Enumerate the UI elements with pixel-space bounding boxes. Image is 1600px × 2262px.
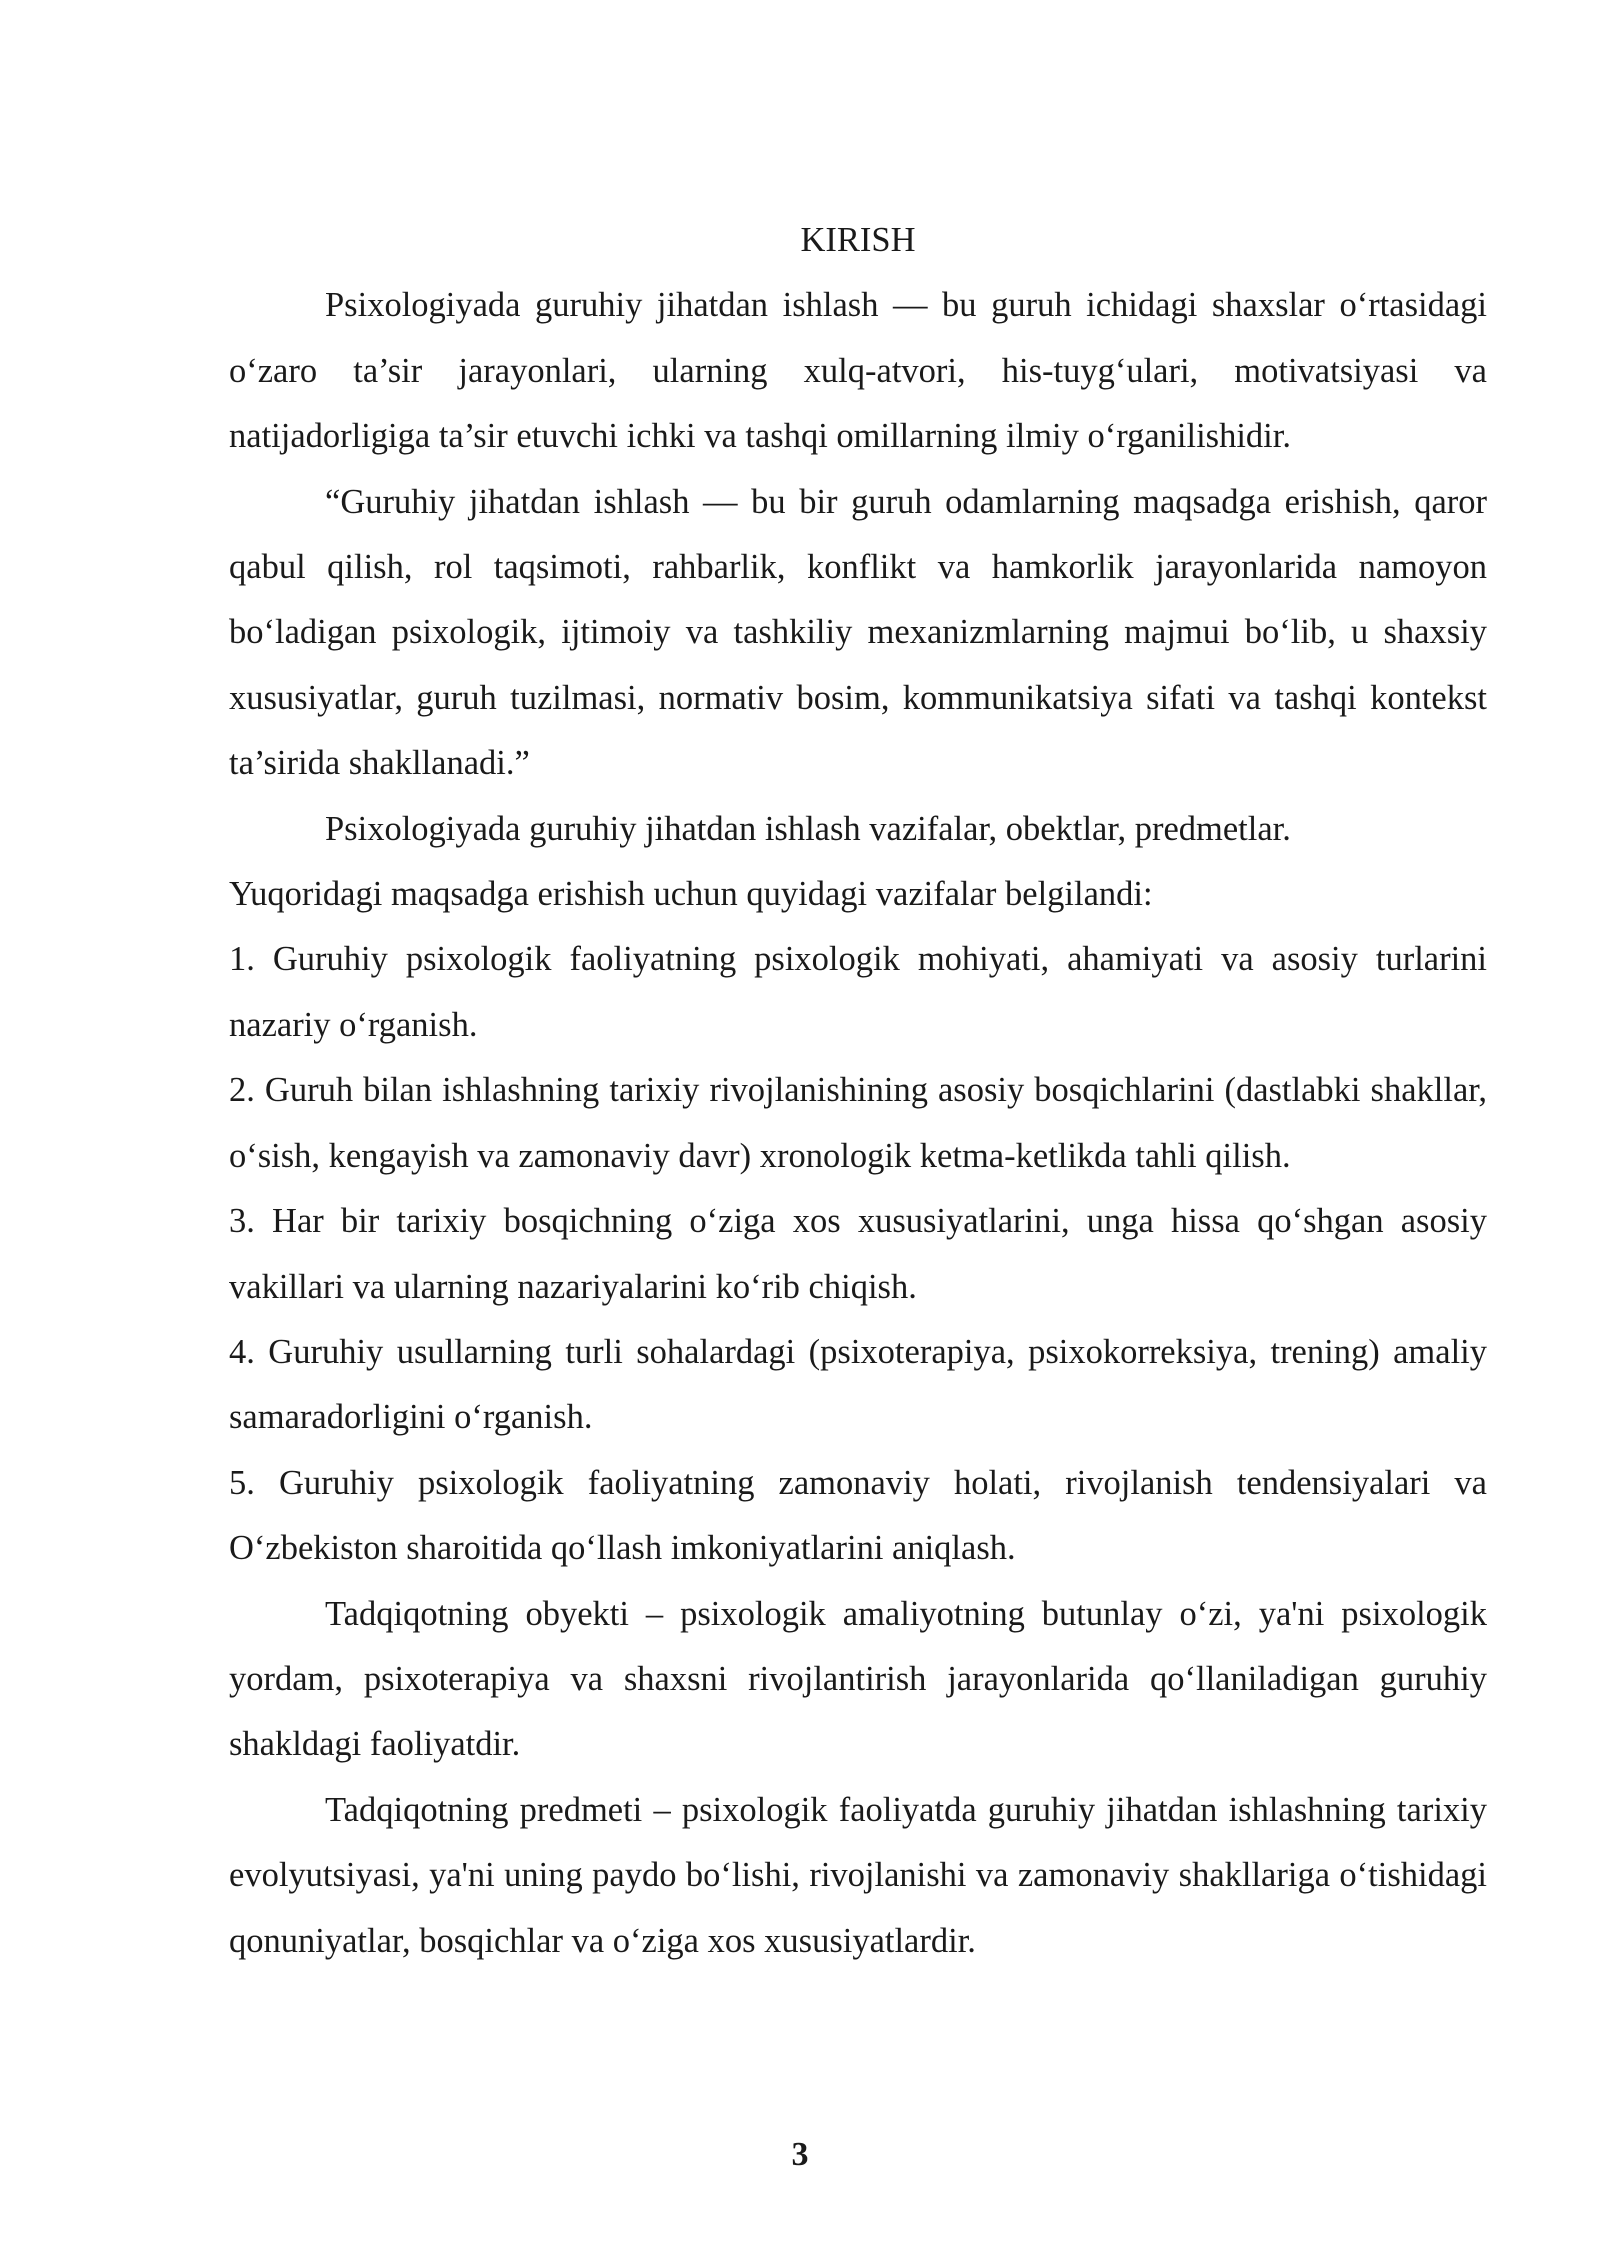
task-item-1: 1. Guruhiy psixologik faoliyatning psixologik mohiyati, ahamiyati va asosiy turlarini nazariy o‘rganish.: [229, 940, 1487, 1044]
task-item-4: 4. Guruhiy usullarning turli sohalardagi (psixoterapiya, psixokorreksiya, trening) amaliy samaradorligini o‘rganish.: [229, 1332, 1487, 1437]
paragraph-tasks-title: Psixologiyada guruhiy jihatdan ishlash vazifalar, obektlar, predmetlar.: [325, 809, 1291, 848]
section-heading: KIRISH: [800, 221, 916, 259]
task-item-2: 2. Guruh bilan ishlashning tarixiy rivojlanishining asosiy bosqichlarini (dastlabki shakllar, o‘sish, kengayish va zamonaviy davr) xronologik ketma-ketlikda tahli qilish.: [229, 1071, 1487, 1175]
task-item-5: 5. Guruhiy psixologik faoliyatning zamonaviy holati, rivojlanish tendensiyalari va O‘zbekiston sharoitida qo‘llash imkoniyatlarini aniqlash.: [229, 1463, 1487, 1568]
task-item-3: 3. Har bir tarixiy bosqichning o‘ziga xos xususiyatlarini, unga hissa qo‘shgan asosiy vakillari va ularning nazariyalarini ko‘rib chiqish.: [229, 1202, 1487, 1306]
paragraph-quote: “Guruhiy jihatdan ishlash — bu bir guruh odamlarning maqsadga erishish, qaror qabul qilish, rol taqsimoti, rahbarlik, konflikt va hamkorlik jarayonlarida namoyon bo‘ladigan psixologik, ijtimoiy va tashkiliy mexanizmlarning majmui bo‘lib, u shaxsiy xususiyatlar, guruh tuzilmasi, normativ bosim, kommunikatsiya sifati va tashqi kontekst ta’sirida shakllanadi.”: [229, 482, 1487, 783]
paragraph-tasks-intro: Yuqoridagi maqsadga erishish uchun quyidagi vazifalar belgilandi:: [229, 875, 1153, 914]
page-content: [229, 208, 1487, 1974]
page-number: 3: [791, 2136, 809, 2173]
paragraph-research-subject: Tadqiqotning predmeti – psixologik faoliyatda guruhiy jihatdan ishlashning tarixiy evolyutsiyasi, ya'ni uning paydo bo‘lishi, rivojlanishi va zamonaviy shakllariga o‘tishidagi qonuniyatlar, bosqichlar va o‘ziga xos xususiyatlardir.: [229, 1790, 1487, 1960]
paragraph-definition: Psixologiyada guruhiy jihatdan ishlash — bu guruh ichidagi shaxslar o‘rtasidagi o‘zaro ta’sir jarayonlari, ularning xulq-atvori, his-tuyg‘ulari, motivatsiyasi va natijadorligiga ta’sir etuvchi ichki va tashqi omillarning ilmiy o‘rganilishidir.: [229, 286, 1487, 456]
paragraph-research-object: Tadqiqotning obyekti – psixologik amaliyotning butunlay o‘zi, ya'ni psixologik yordam, psixoterapiya va shaxsni rivojlantirish jarayonlarida qo‘llaniladigan guruhiy shakldagi faoliyatdir.: [229, 1594, 1487, 1764]
